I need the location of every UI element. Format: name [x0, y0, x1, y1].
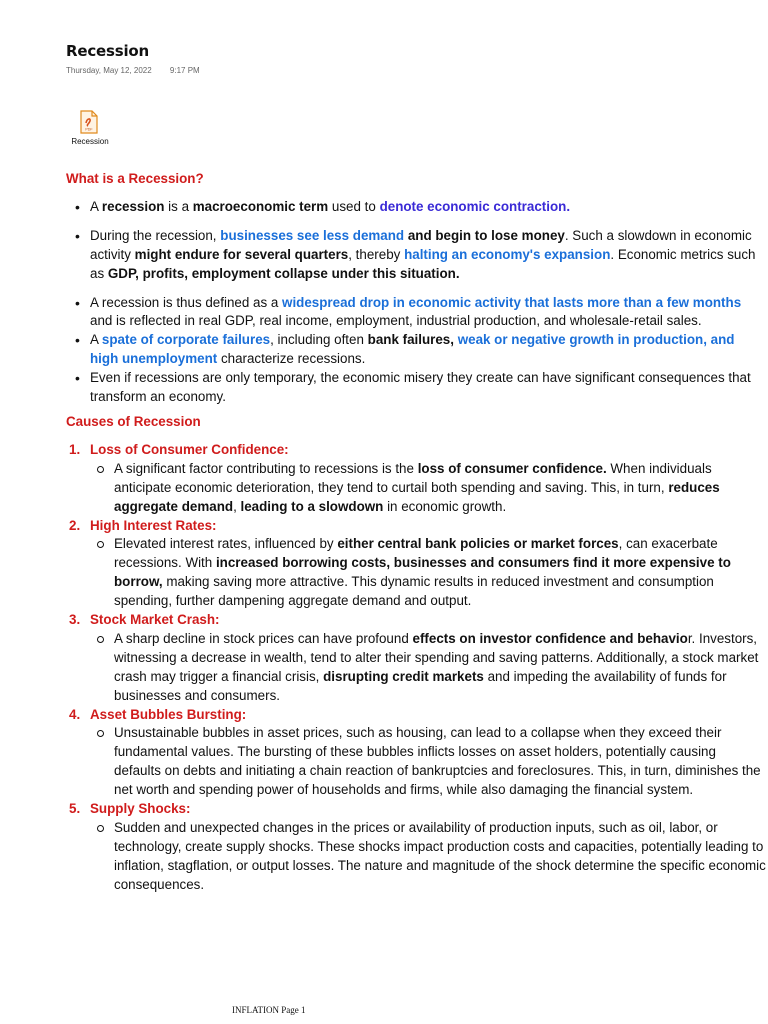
causes-list: [66, 441, 766, 895]
list-item: • During the recession, businesses see less demand and begin to lose money. Such a slowdown in economic activity might endure for several quarters, thereby halting an economy's expansion. Economic metrics such as GDP, profits, employment collapse under this situation.: [90, 227, 766, 284]
cause-title: Stock Market Crash:: [90, 612, 220, 628]
cause-detail: Sudden and unexpected changes in the prices or availability of production inputs, such as oil, labor, or technology, create supply shocks. These shocks impact production costs and capacities, potentially leading to inflation, stagflation, or output losses. The nature and magnitude of the shock determine the specific economic consequences.: [114, 819, 766, 895]
cause-detail: A sharp decline in stock prices can have profound effects on investor confidence and behavior. Investors, witnessing a decrease in wealth, tend to alter their spending and saving patterns. Additionally, a stock market crash may trigger a financial crisis, disrupting credit markets and impeding the availability of funds for businesses and consumers.: [114, 630, 766, 706]
pdf-attachment[interactable]: [66, 110, 112, 146]
note-body: [66, 170, 766, 895]
page-footer: INFLATION Page 1: [232, 1005, 306, 1015]
attachment-label: Recession: [71, 137, 109, 146]
cause-item: 2. High Interest Rates: Elevated interest rates, influenced by either central bank policies or market forces, can exacerbate recessions. With increased borrowing costs, businesses and consumers find it more expensive to borrow, making saving more attractive. This dynamic results in reduced investment and consumption spending, further dampening aggregate demand and output.: [90, 517, 766, 612]
note-date: Thursday, May 12, 2022: [66, 66, 152, 75]
pdf-file-icon: [79, 110, 99, 134]
cause-item: 3. Stock Market Crash: A sharp decline in stock prices can have profound effects on investor confidence and behavior. Investors, witnessing a decrease in wealth, tend to alter their spending and saving patterns. Additionally, a stock market crash may trigger a financial crisis, disrupting credit markets and impeding the availability of funds for businesses and consumers.: [90, 611, 766, 706]
cause-detail: Elevated interest rates, influenced by either central bank policies or market forces, can exacerbate recessions. With increased borrowing costs, businesses and consumers find it more expensive to borrow, making saving more attractive. This dynamic results in reduced investment and consumption spending, further dampening aggregate demand and output.: [114, 535, 766, 611]
list-item: • A recession is a macroeconomic term used to denote economic contraction.: [90, 198, 766, 217]
section-heading-what-is: What is a Recession?: [66, 171, 204, 186]
section-heading-causes: Causes of Recession: [66, 413, 201, 429]
cause-item: 5. Supply Shocks: Sudden and unexpected changes in the prices or availability of production inputs, such as oil, labor, or technology, create supply shocks. These shocks impact production costs and capacities, potentially leading to inflation, stagflation, or output losses. The nature and magnitude of the shock determine the specific economic consequences.: [90, 800, 766, 895]
cause-item: 1. Loss of Consumer Confidence: A significant factor contributing to recessions is the loss of consumer confidence. When individuals anticipate economic deterioration, they tend to curtail both spending and saving. This, in turn, reduces aggregate demand, leading to a slowdown in economic growth.: [90, 441, 766, 517]
cause-title: Supply Shocks:: [90, 801, 191, 817]
note-timestamp: [66, 66, 200, 75]
page-title: Recession: [66, 42, 149, 60]
note-time: 9:17 PM: [169, 66, 200, 75]
pdf-badge: PDF: [85, 127, 93, 132]
cause-title: Loss of Consumer Confidence:: [90, 441, 289, 457]
list-item: • Even if recessions are only temporary, the economic misery they create can have significant consequences that transform an economy.: [90, 369, 766, 407]
cause-title: Asset Bubbles Bursting:: [90, 706, 247, 722]
list-item: • A spate of corporate failures, including often bank failures, weak or negative growth in production, and high unemployment characterize recessions.: [90, 331, 766, 369]
list-item: • A recession is thus defined as a widespread drop in economic activity that lasts more than a few months and is reflected in real GDP, real income, employment, industrial production, and wholesale-retail sales.: [90, 294, 766, 332]
cause-item: 4. Asset Bubbles Bursting: Unsustainable bubbles in asset prices, such as housing, can lead to a collapse when they exceed their fundamental values. The bursting of these bubbles inflicts losses on asset holders, potentially causing defaults on debts and initiating a chain reaction of bankruptcies and foreclosures. This, in turn, diminishes the net worth and spending power of households and firms, while also damaging the financial system.: [90, 706, 766, 801]
definition-list: [66, 198, 766, 407]
cause-detail: Unsustainable bubbles in asset prices, such as housing, can lead to a collapse when they exceed their fundamental values. The bursting of these bubbles inflicts losses on asset holders, potentially causing defaults on debts and initiating a chain reaction of bankruptcies and foreclosures. This, in turn, diminishes the net worth and spending power of households and firms, while also damaging the financial system.: [114, 724, 766, 800]
cause-detail: A significant factor contributing to recessions is the loss of consumer confidence. When individuals anticipate economic deterioration, they tend to curtail both spending and saving. This, in turn, reduces aggregate demand, leading to a slowdown in economic growth.: [114, 460, 766, 517]
cause-title: High Interest Rates:: [90, 517, 217, 533]
